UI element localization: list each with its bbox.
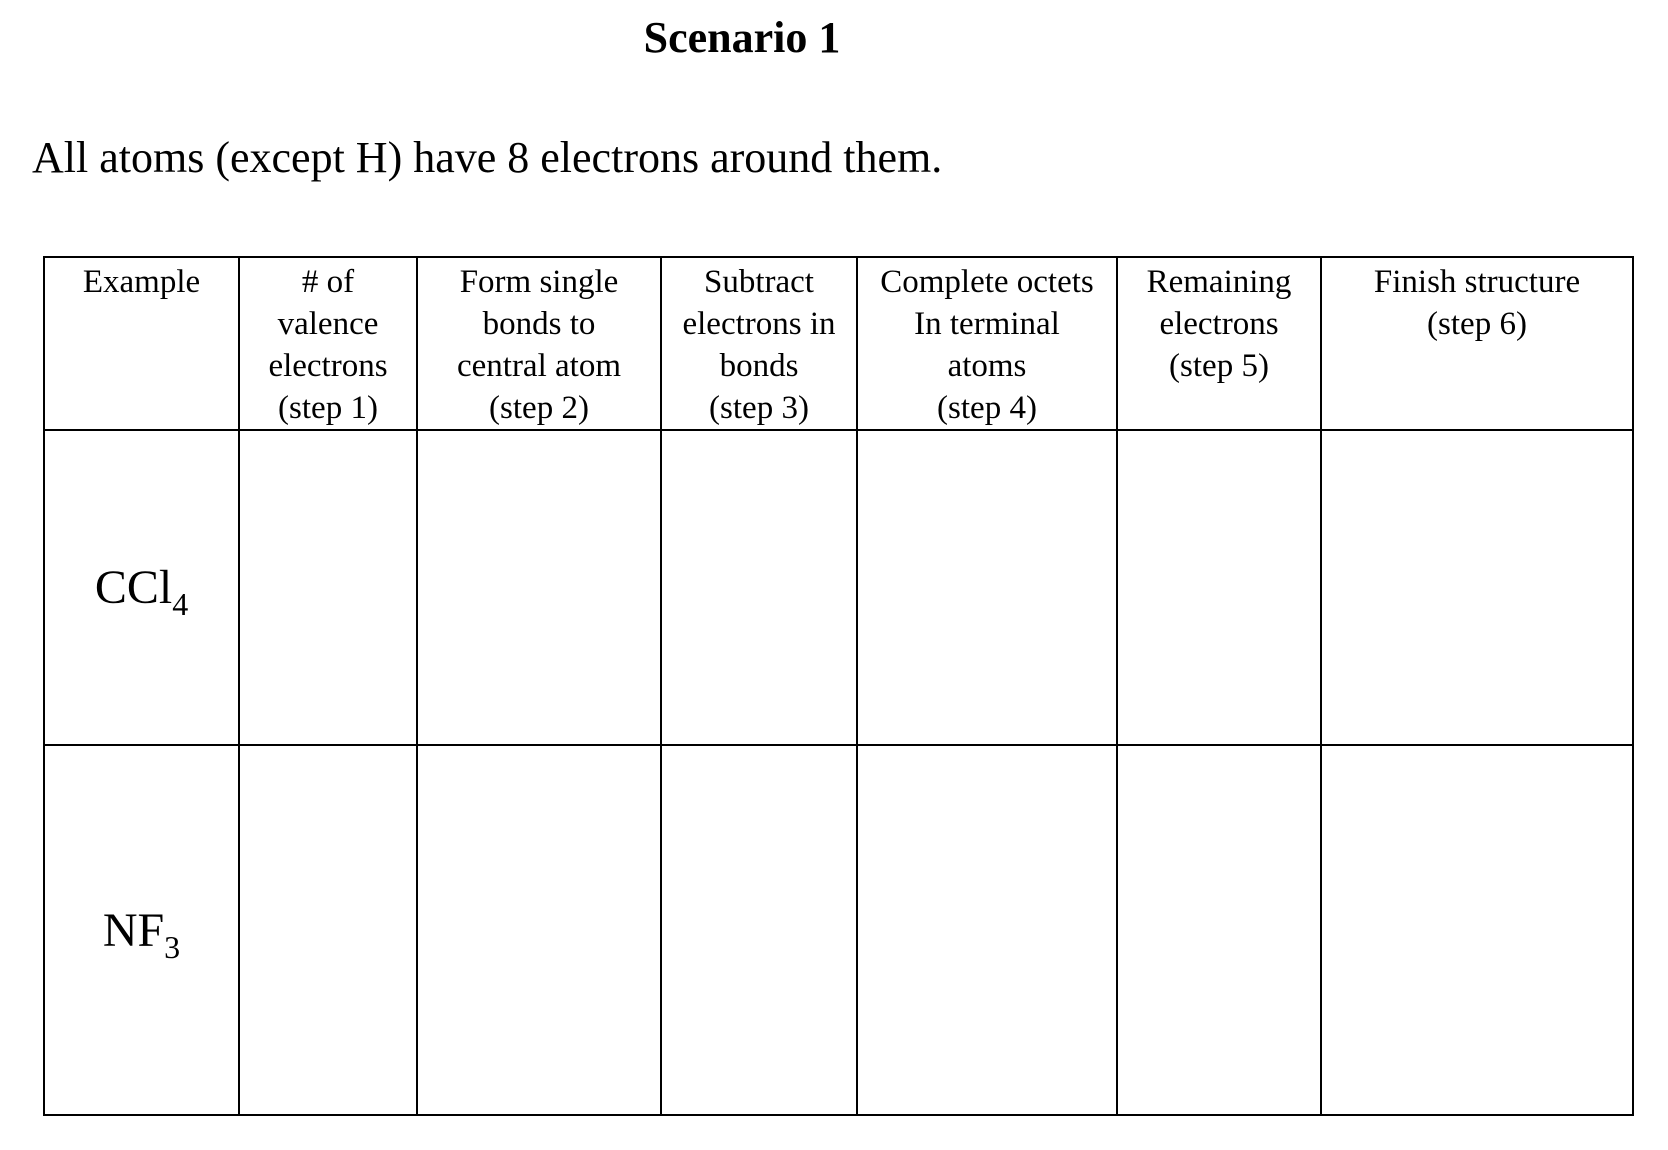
instruction-text: All atoms (except H) have 8 electrons around them. — [32, 133, 943, 182]
header-subtract-electrons — [661, 257, 857, 430]
header-line: (step 4) — [937, 390, 1037, 426]
header-line: atoms — [947, 348, 1027, 384]
header-example — [44, 257, 239, 430]
formula-subscript: 3 — [164, 928, 181, 965]
header-line: # of — [301, 264, 355, 300]
formula-base: NF — [102, 903, 165, 957]
header-line: central atom — [456, 348, 621, 384]
answer-cell-step3[interactable] — [661, 430, 857, 745]
header-finish-structure — [1321, 257, 1633, 430]
header-valence-electrons — [239, 257, 417, 430]
header-line: Form single — [459, 264, 619, 300]
worksheet-table — [43, 256, 1634, 1116]
example-cell-ccl4 — [44, 430, 239, 745]
answer-cell-step3[interactable] — [661, 745, 857, 1115]
header-line: electrons in — [682, 306, 836, 342]
answer-cell-step4[interactable] — [857, 745, 1117, 1115]
answer-cell-step1[interactable] — [239, 430, 417, 745]
header-line: Finish structure — [1373, 264, 1581, 300]
header-line: bonds to — [482, 306, 596, 342]
header-line: (step 5) — [1169, 348, 1269, 384]
header-complete-octets — [857, 257, 1117, 430]
header-line: (step 1) — [278, 390, 378, 426]
header-line: (step 2) — [489, 390, 589, 426]
answer-cell-step4[interactable] — [857, 430, 1117, 745]
header-line: bonds — [719, 348, 799, 384]
answer-cell-step5[interactable] — [1117, 745, 1321, 1115]
header-line: Subtract — [704, 264, 814, 300]
header-line: (step 3) — [709, 390, 809, 426]
answer-cell-step1[interactable] — [239, 745, 417, 1115]
table-row — [44, 430, 1633, 745]
header-remaining-electrons — [1117, 257, 1321, 430]
answer-cell-step6[interactable] — [1321, 745, 1633, 1115]
header-line: Complete octets — [880, 264, 1094, 300]
formula-subscript: 4 — [172, 586, 189, 622]
header-row — [44, 257, 1633, 430]
answer-cell-step6[interactable] — [1321, 430, 1633, 745]
answer-cell-step2[interactable] — [417, 745, 661, 1115]
answer-cell-step5[interactable] — [1117, 430, 1321, 745]
header-line: electrons — [1159, 306, 1279, 342]
page-title: Scenario 1 — [643, 13, 841, 62]
header-single-bonds — [417, 257, 661, 430]
header-line: valence — [277, 306, 379, 342]
header-line: Remaining — [1146, 264, 1292, 300]
table-row — [44, 745, 1633, 1115]
answer-cell-step2[interactable] — [417, 430, 661, 745]
formula-base: CCl — [94, 561, 173, 614]
header-line: electrons — [268, 348, 388, 384]
header-line: Example — [82, 264, 201, 300]
example-cell-nf3 — [44, 745, 239, 1115]
header-line: (step 6) — [1427, 306, 1527, 342]
header-line: In terminal — [914, 306, 1060, 342]
